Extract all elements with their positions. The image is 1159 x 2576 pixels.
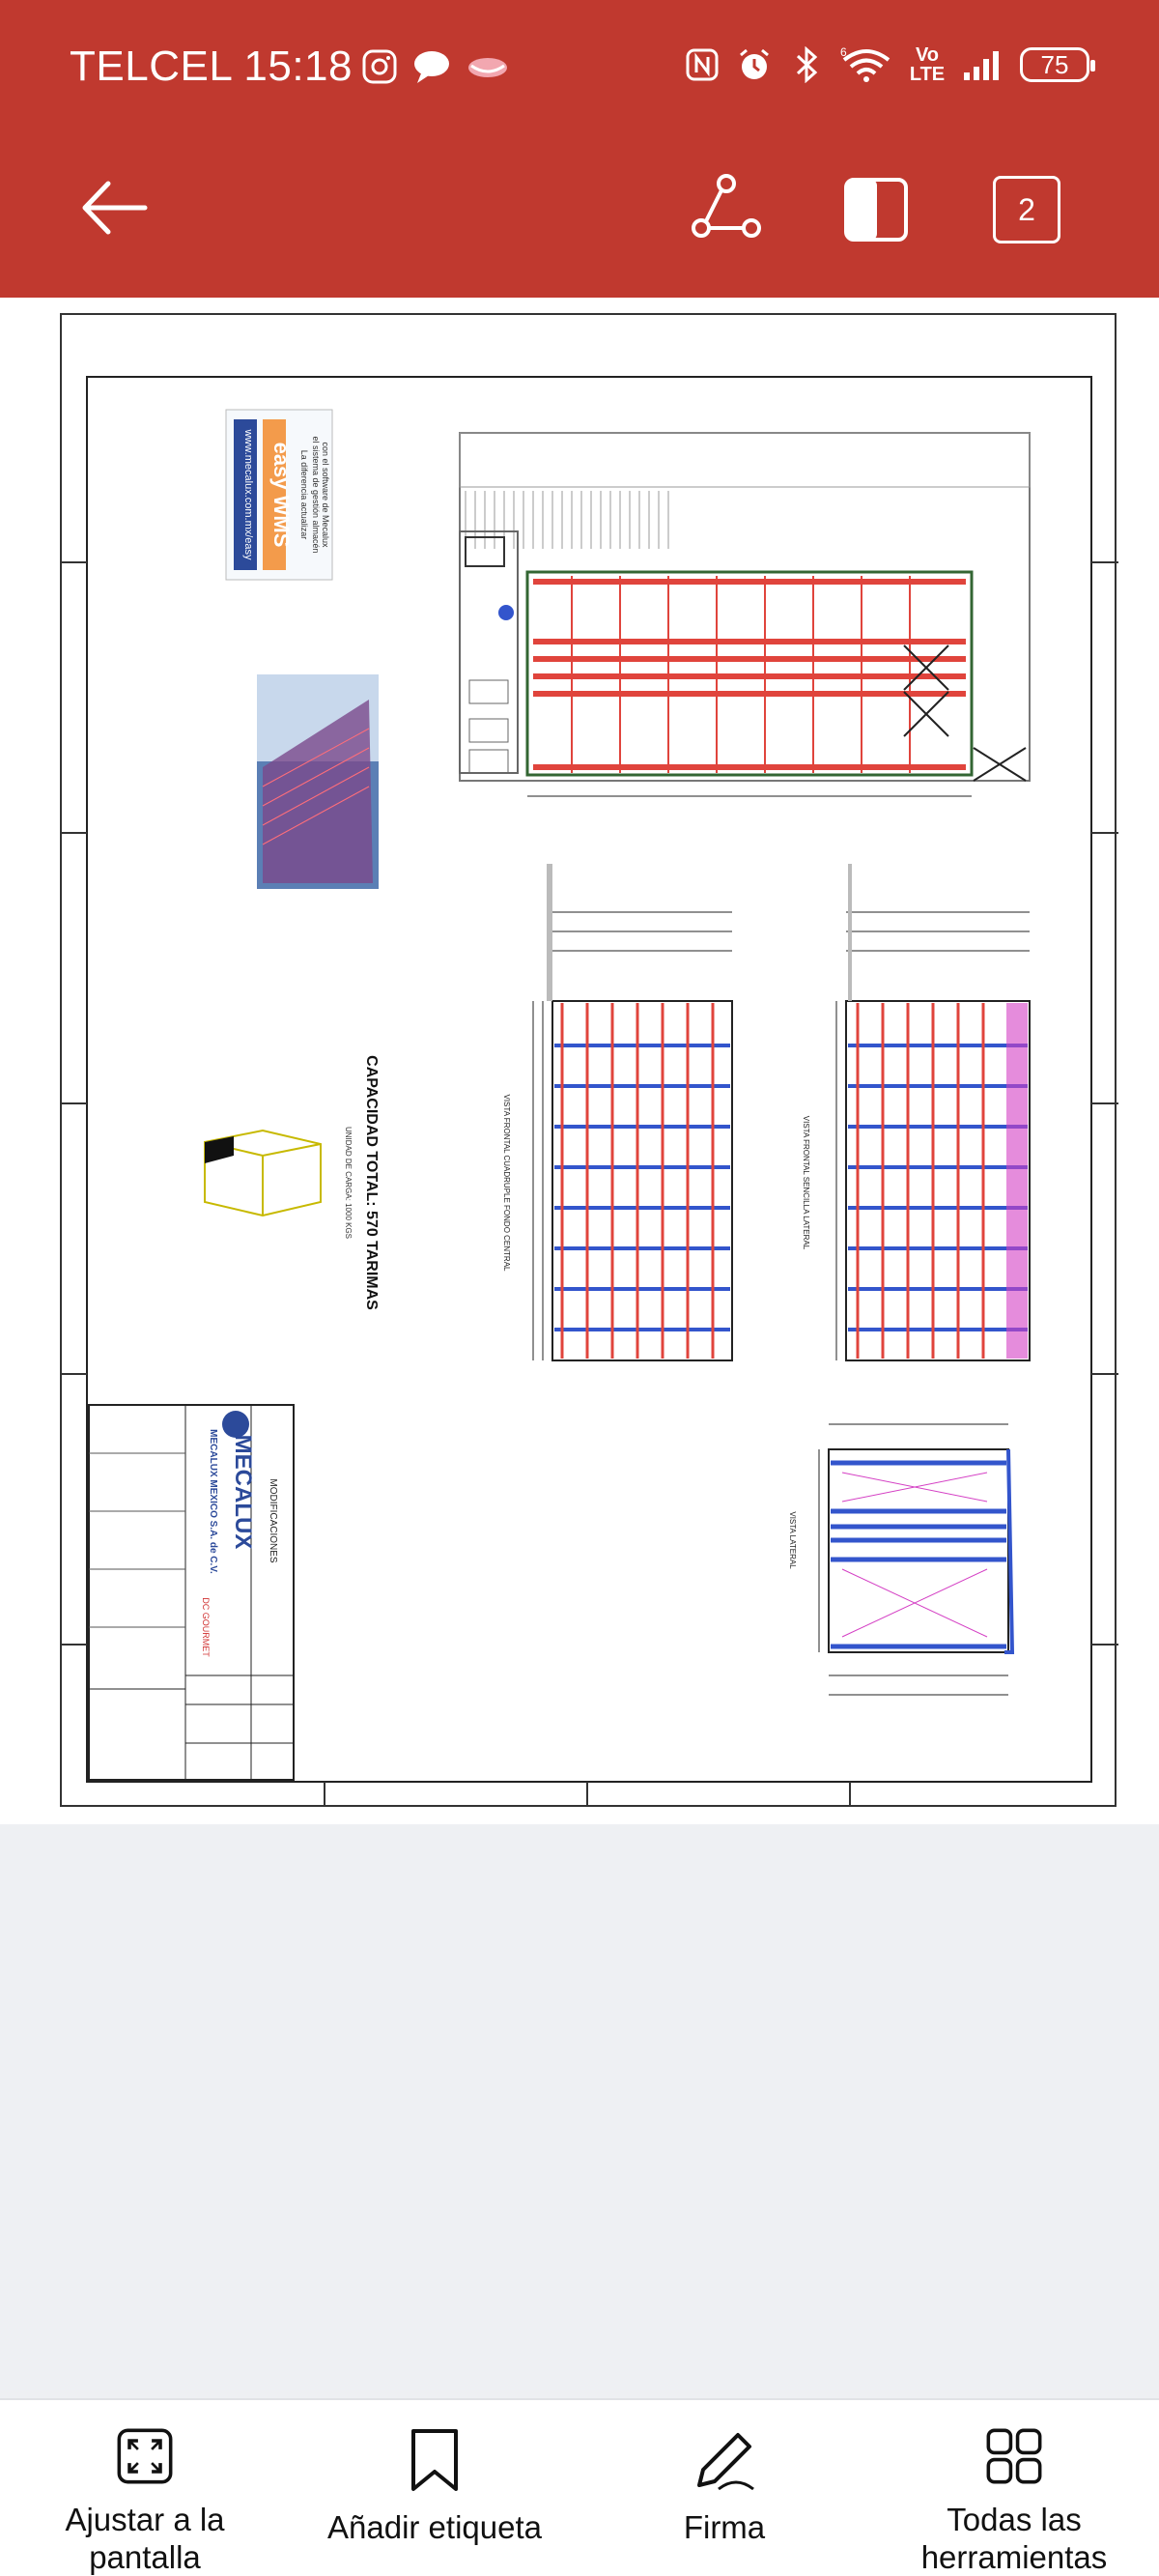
fit-label: Ajustar a la pantalla — [65, 2502, 225, 2575]
wifi-icon — [840, 46, 892, 83]
ad-brand: easy WMS — [269, 442, 294, 548]
pen-icon — [690, 2425, 759, 2495]
document-viewer[interactable] — [0, 298, 1159, 1824]
warehouse-photo — [257, 674, 379, 889]
tag-label: Añadir etiqueta — [327, 2509, 542, 2545]
status-carrier-time: TELCEL 15:18 — [70, 43, 353, 90]
bottom-toolbar — [0, 2398, 1159, 2576]
company-name: MECALUX MEXICO S.A. de C.V. — [208, 1429, 218, 1574]
volte-label: Vo LTE — [909, 44, 946, 85]
modifications-label: MODIFICACIONES — [268, 1478, 278, 1563]
ad-text-2: el sistema de gestión almacén — [311, 436, 321, 554]
blueprint-page — [60, 313, 1118, 1807]
wifi-badge: 6 — [840, 46, 847, 59]
chat-bubble-icon — [411, 48, 452, 90]
capacity-title: CAPACIDAD TOTAL: 570 TARIMAS — [363, 1055, 380, 1310]
reader-mode-icon — [838, 176, 916, 243]
ad-text-3: con el software de Mecalux — [321, 442, 330, 548]
all-tools-button[interactable] — [869, 2400, 1159, 2576]
battery-indicator: 75 — [1020, 47, 1089, 82]
front-view-central-label: VISTA FRONTAL CUADRUPLE FONDO CENTRAL — [502, 1094, 511, 1272]
signal-icon — [962, 46, 1004, 83]
easywms-ad — [226, 410, 332, 580]
fit-to-screen-button[interactable] — [0, 2400, 290, 2576]
capacity-subtitle: UNIDAD DE CARGA: 1000 KGS — [344, 1126, 353, 1240]
system-status-icons — [684, 46, 1089, 83]
share-button[interactable] — [688, 174, 765, 242]
alarm-icon — [736, 46, 773, 83]
share-nodes-icon — [688, 174, 765, 242]
bookmark-icon — [400, 2425, 469, 2495]
ad-url: www.mecalux.com.mx/easy — [242, 429, 254, 560]
sign-label: Firma — [683, 2509, 766, 2545]
tools-label: Todas las herramientas — [920, 2502, 1108, 2575]
back-button[interactable] — [77, 174, 155, 242]
signature-button[interactable] — [580, 2400, 869, 2576]
ad-text-1: La diferencia actualizar — [299, 449, 309, 540]
notification-icons — [361, 48, 510, 90]
arrow-left-icon — [77, 174, 155, 242]
reading-mode-button[interactable] — [838, 176, 916, 243]
side-view-label: VISTA LATERAL — [788, 1511, 797, 1569]
grid-icon — [979, 2425, 1049, 2487]
nfc-icon — [684, 46, 721, 83]
add-tag-button[interactable] — [290, 2400, 580, 2576]
client-label: DC GOURMET — [201, 1597, 211, 1657]
handshake-icon — [466, 48, 510, 90]
bluetooth-icon — [788, 46, 825, 83]
fit-screen-icon — [110, 2425, 180, 2487]
page-count-button[interactable]: 2 — [993, 176, 1060, 243]
company-logo: MECALUX — [230, 1434, 256, 1550]
app-header — [0, 0, 1159, 298]
instagram-icon — [361, 48, 398, 90]
front-view-side-label: VISTA FRONTAL SENCILLA LATERAL — [802, 1115, 810, 1250]
